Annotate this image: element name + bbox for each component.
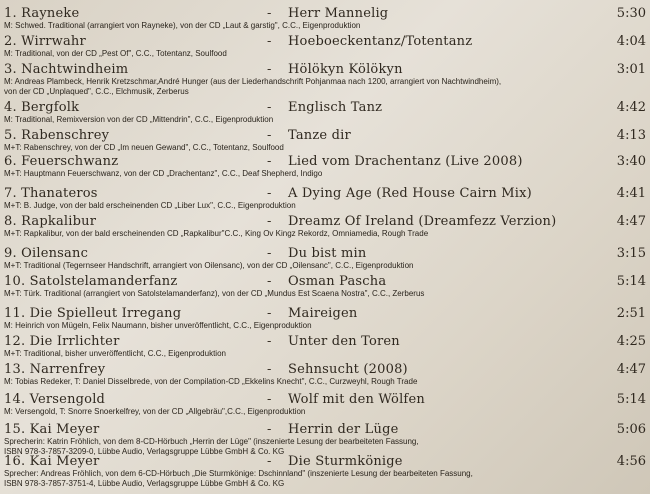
artist-name: 13. Narrenfrey — [4, 362, 106, 377]
track-heading — [4, 454, 646, 469]
track-credit-line: M: Versengold, T: Snorre Snoerkelfrey, von der CD „Allgebräu",C.C., Eigenproduktion — [4, 407, 306, 416]
separator-dash: - — [267, 362, 272, 377]
track-heading — [4, 62, 646, 77]
track-duration: 4:56 — [616, 454, 646, 469]
song-title: Unter den Toren — [288, 334, 400, 349]
track-credit-line: M+T: Hauptmann Feuerschwanz, von der CD „Drachentanz", C.C., Deaf Shepherd, Indigo — [4, 169, 323, 178]
song-title: Lied vom Drachentanz (Live 2008) — [288, 154, 523, 169]
track-heading — [4, 246, 646, 261]
artist-name: 6. Feuerschwanz — [4, 154, 119, 169]
track-heading — [4, 306, 646, 321]
track-duration: 4:47 — [616, 362, 646, 377]
track-credit-line: M: Heinrich von Mügeln, Felix Naumann, bisher unveröffentlicht, C.C., Eigenproduktion — [4, 321, 312, 330]
separator-dash: - — [267, 6, 272, 21]
separator-dash: - — [267, 306, 272, 321]
song-title: Osman Pascha — [288, 274, 387, 289]
track-duration: 4:13 — [616, 128, 646, 143]
artist-name: 9. Oilensanc — [4, 246, 89, 261]
track-duration: 3:40 — [616, 154, 646, 169]
artist-name: 15. Kai Meyer — [4, 422, 100, 437]
separator-dash: - — [267, 274, 272, 289]
song-title: Englisch Tanz — [288, 100, 383, 115]
separator-dash: - — [267, 246, 272, 261]
track-heading — [4, 422, 646, 437]
separator-dash: - — [267, 186, 272, 201]
track-heading — [4, 6, 646, 21]
track-credit-line: ISBN 978-3-7857-3751-4, Lübbe Audio, Verlagsgruppe Lübbe GmbH & Co. KG — [4, 479, 285, 488]
track-credit-line: M+T: Traditional, bisher unveröffentlicht, C.C., Eigenproduktion — [4, 349, 226, 358]
track-duration: 2:51 — [616, 306, 646, 321]
artist-name: 14. Versengold — [4, 392, 106, 407]
artist-name: 7. Thanateros — [4, 186, 98, 201]
track-credit-line: M: Schwed. Traditional (arrangiert von Rayneke), von der CD „Laut & garstig", C.C., Eigenproduktion — [4, 21, 361, 30]
song-title: Maireigen — [288, 306, 358, 321]
artist-name: 1. Rayneke — [4, 6, 80, 21]
track-heading — [4, 274, 646, 289]
track-heading — [4, 100, 646, 115]
song-title: Hoeboeckentanz/Totentanz — [288, 34, 473, 49]
song-title: Tanze dir — [288, 128, 351, 143]
track-duration: 4:42 — [616, 100, 646, 115]
song-title: Du bist min — [288, 246, 367, 261]
track-heading — [4, 392, 646, 407]
track-credit-line: M+T: Türk. Traditional (arrangiert von Satolstelamanderfanz), von der CD „Mundus Est Scaena Nostra", C.C., Zerberus — [4, 289, 425, 298]
track-credit-line: ISBN 978-3-7857-3209-0, Lübbe Audio, Verlagsgruppe Lübbe GmbH & Co. KG — [4, 447, 285, 456]
artist-name: 10. Satolstelamanderfanz — [4, 274, 178, 289]
track-credit-line: M+T: Rapkalibur, von der bald erscheinenden CD „Rapkalibur"C.C., King Ov Kingz Rekordz, Omniamedia, Rough Trade — [4, 229, 429, 238]
song-title: Die Sturmkönige — [288, 454, 403, 469]
song-title: Sehnsucht (2008) — [288, 362, 408, 377]
track-credit-line: Sprecherin: Katrin Fröhlich, von dem 8-CD-Hörbuch „Herrin der Lüge" (inszenierte Lesung der bearbeiteten Fassung, — [4, 437, 419, 446]
track-credit-line: M: Andreas Plambeck, Henrik Kretzschmar,André Hunger (aus der Liederhandschrift Pohjanmaa nach 1200, arrangiert von Nachtwindheim), — [4, 77, 502, 86]
track-heading — [4, 186, 646, 201]
track-credit-line: M: Tobias Redeker, T: Daniel Disselbrede, von der Compilation-CD „Ekkelins Knecht", C.C., Curzweyhl, Rough Trade — [4, 377, 418, 386]
track-duration: 5:06 — [616, 422, 646, 437]
artist-name: 11. Die Spielleut Irregang — [4, 306, 182, 321]
track-duration: 4:04 — [616, 34, 646, 49]
separator-dash: - — [267, 154, 272, 169]
artist-name: 16. Kai Meyer — [4, 454, 100, 469]
track-duration: 5:14 — [616, 392, 646, 407]
separator-dash: - — [267, 34, 272, 49]
separator-dash: - — [267, 100, 272, 115]
song-title: Herrin der Lüge — [288, 422, 399, 437]
track-duration: 5:30 — [616, 6, 646, 21]
track-heading — [4, 214, 646, 229]
track-duration: 4:47 — [616, 214, 646, 229]
track-duration: 3:15 — [616, 246, 646, 261]
artist-name: 5. Rabenschrey — [4, 128, 110, 143]
track-credit-line: M: Traditional, von der CD „Pest Of", C.C., Totentanz, Soulfood — [4, 49, 227, 58]
track-credit-line: M+T: Traditional (Tegernseer Handschrift, arrangiert von Oilensanc), von der CD „Oilensanc", C.C., Eigenproduktion — [4, 261, 414, 270]
separator-dash: - — [267, 392, 272, 407]
track-heading — [4, 362, 646, 377]
separator-dash: - — [267, 62, 272, 77]
artist-name: 3. Nachtwindheim — [4, 62, 129, 77]
separator-dash: - — [267, 454, 272, 469]
separator-dash: - — [267, 128, 272, 143]
track-credit-line: M+T: B. Judge, von der bald erscheinenden CD „Liber Lux", C.C., Eigenproduktion — [4, 201, 296, 210]
artist-name: 8. Rapkalibur — [4, 214, 97, 229]
track-duration: 5:14 — [616, 274, 646, 289]
track-credit-line: M+T: Rabenschrey, von der CD „Im neuen Gewand", C.C., Totentanz, Soulfood — [4, 143, 284, 152]
artist-name: 4. Bergfolk — [4, 100, 80, 115]
track-heading — [4, 334, 646, 349]
song-title: Wolf mit den Wölfen — [288, 392, 425, 407]
track-heading — [4, 128, 646, 143]
track-duration: 3:01 — [616, 62, 646, 77]
track-credit-line: von der CD „Unplaqued", C.C., Elchmusik, Zerberus — [4, 87, 189, 96]
track-credit-line: Sprecher: Andreas Fröhlich, von dem 6-CD-Hörbuch „Die Sturmkönige: Dschinnland" (inszenierte Lesung der bearbeiteten Fassung, — [4, 469, 473, 478]
song-title: A Dying Age (Red House Cairn Mix) — [288, 186, 532, 201]
separator-dash: - — [267, 334, 272, 349]
separator-dash: - — [267, 214, 272, 229]
track-duration: 4:41 — [616, 186, 646, 201]
track-heading — [4, 154, 646, 169]
track-heading — [4, 34, 646, 49]
song-title: Hölökyn Kölökyn — [288, 62, 403, 77]
separator-dash: - — [267, 422, 272, 437]
artist-name: 12. Die Irrlichter — [4, 334, 120, 349]
track-duration: 4:25 — [616, 334, 646, 349]
song-title: Herr Mannelig — [288, 6, 389, 21]
track-credit-line: M: Traditional, Remixversion von der CD „Mittendrin", C.C., Eigenproduktion — [4, 115, 274, 124]
artist-name: 2. Wirrwahr — [4, 34, 86, 49]
song-title: Dreamz Of Ireland (Dreamfezz Verzion) — [288, 214, 557, 229]
